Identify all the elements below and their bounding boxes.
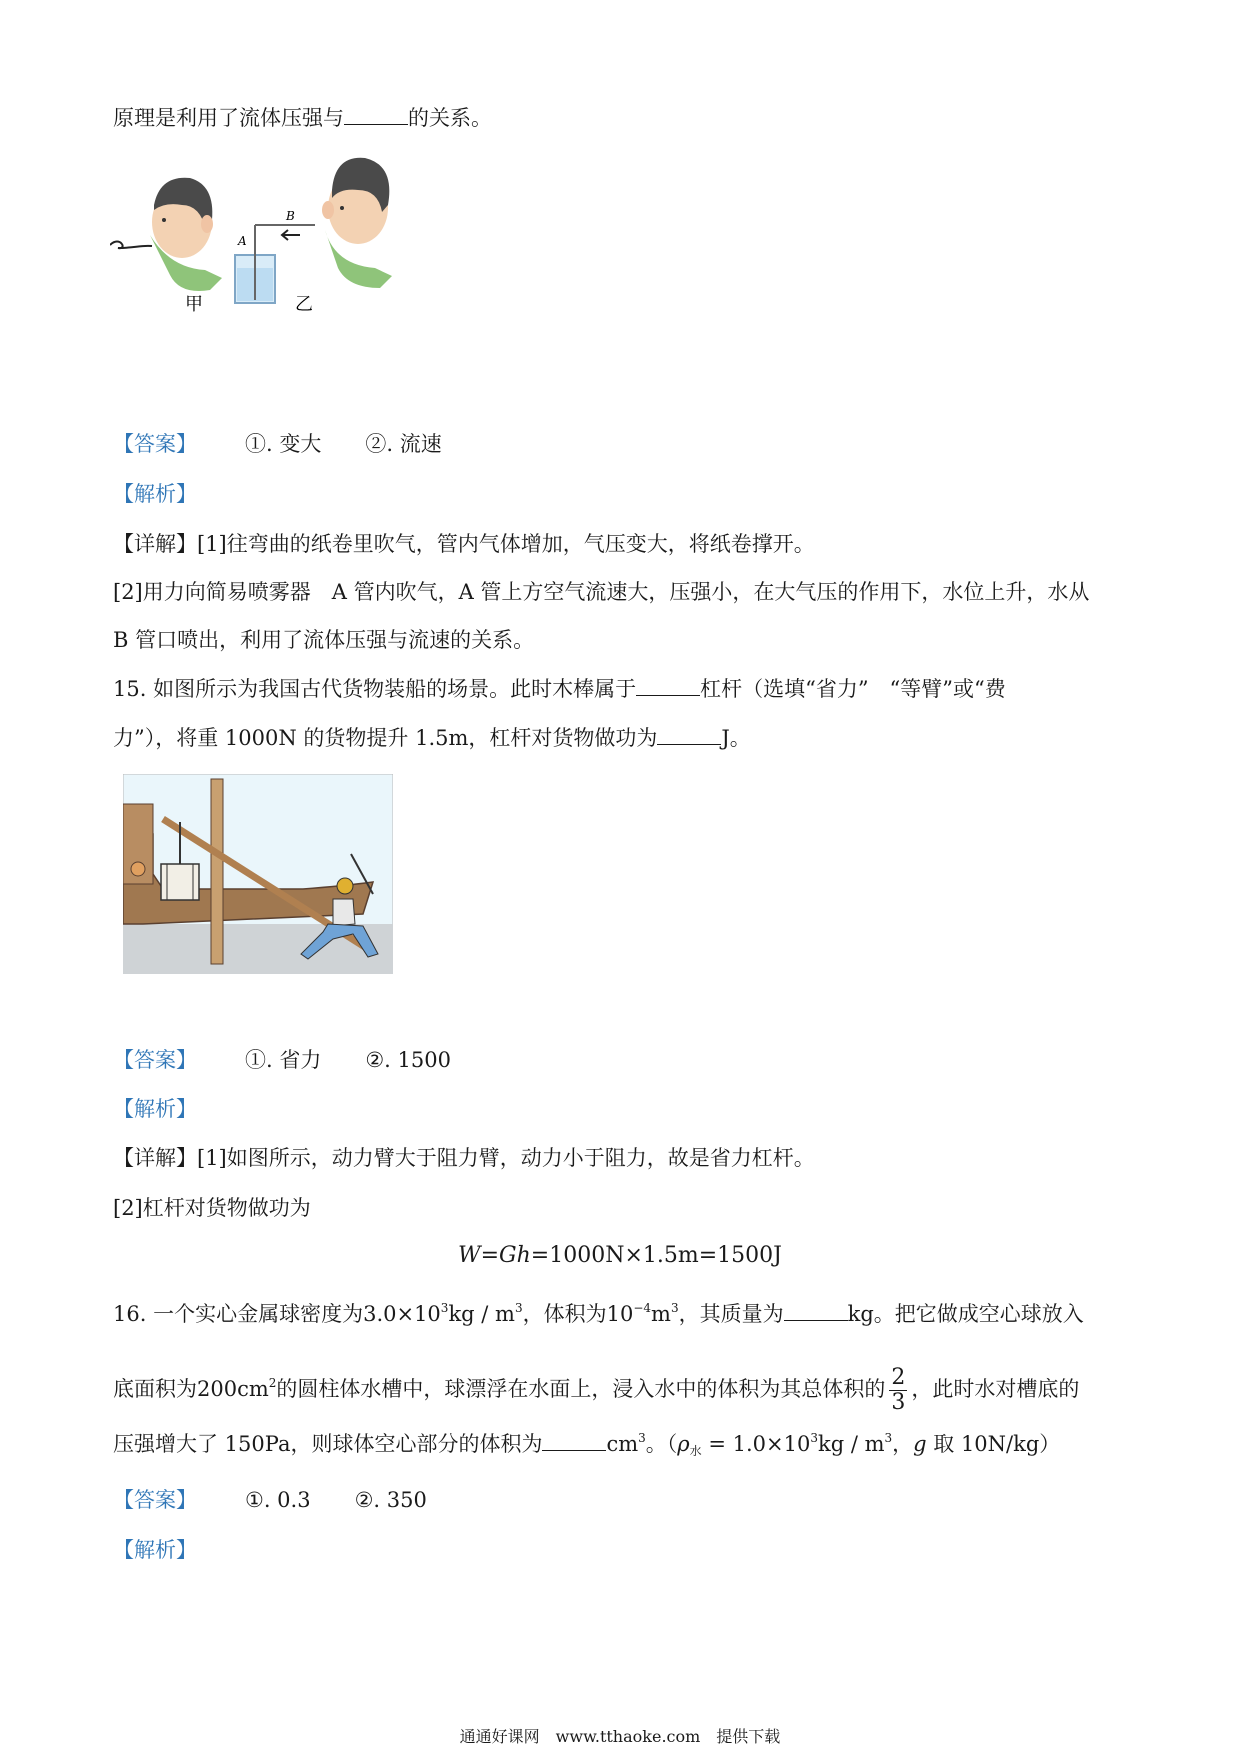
answer-tag: 【答案】 (113, 432, 197, 456)
q15-text: 15. 如图所示为我国古代货物装船的场景。此时木棒属于 (113, 677, 637, 701)
q16-text: ，其质量为 (678, 1302, 784, 1326)
boy-right-illustration (322, 158, 392, 288)
q16-math: 200cm (197, 1377, 269, 1401)
q16-sup: 2 (268, 1376, 277, 1390)
fraction-numerator: 2 (891, 1365, 906, 1390)
answer-blank (657, 726, 721, 745)
q16-line1 (113, 1300, 1123, 1328)
detail-14-line3: B 管口喷出，利用了流体压强与流速的关系。 (113, 628, 535, 652)
q14-text: 原理是利用了流体压强与 (113, 106, 344, 130)
q16-line3 (113, 1430, 1123, 1458)
figure-boys-blowing (110, 150, 450, 360)
detail-text: [1]如图所示，动力臂大于阻力臂，动力小于阻力，故是省力杠杆。 (197, 1146, 815, 1170)
q16-math: 3.0×10 (363, 1302, 441, 1326)
q15-text: J。 (721, 726, 751, 750)
q16-math: = 1.0×10 (701, 1432, 811, 1456)
beaker-illustration (235, 225, 315, 303)
answer-item: ①. 变大 (245, 432, 322, 456)
boy-left-illustration (110, 178, 222, 291)
detail-15-line2: [2]杠杆对货物做功为 (113, 1196, 311, 1220)
answer-item: ①. 0.3 (245, 1488, 311, 1512)
detail-text: [1]往弯曲的纸卷里吹气，管内气体增加，气压变大，将纸卷撑开。 (197, 532, 815, 556)
formula-w: W (457, 1243, 481, 1268)
answer-15 (113, 1046, 1123, 1074)
detail-14-line1 (113, 530, 1123, 558)
q16-sup: 3 (810, 1431, 818, 1445)
detail-tag: 【详解】 (113, 532, 197, 556)
q16-text: 。（ (645, 1432, 678, 1456)
fraction-denominator: 3 (891, 1390, 906, 1415)
formula-rest: =1000N×1.5m=1500J (530, 1243, 782, 1268)
q15-line2 (113, 724, 1123, 752)
answer-item: ①. 省力 (245, 1048, 322, 1072)
answer-blank (784, 1302, 848, 1321)
q16-math: m (651, 1302, 671, 1326)
q16-rho: ρ (677, 1432, 690, 1456)
q16-sup: 3 (514, 1301, 523, 1315)
formula-eq: = (480, 1243, 500, 1268)
footer-credit: 通通好课网 www.tthaoke.com 提供下载 (459, 1727, 781, 1746)
answer-16 (113, 1486, 1123, 1514)
answer-tag: 【答案】 (113, 1048, 197, 1072)
q16-math: cm (606, 1432, 639, 1456)
formula-gh: Gh (499, 1243, 531, 1268)
answer-item: ②. 350 (354, 1488, 427, 1512)
answer-item: ②. 流速 (365, 432, 442, 456)
q15-text: 杠杆（选填“省力” “等臂”或“费 (700, 677, 1006, 701)
caption-jia: 甲 (185, 294, 203, 315)
q16-sup: 3 (440, 1301, 449, 1315)
label-b: B (286, 209, 295, 223)
q16-math: kg / m (448, 1302, 515, 1326)
detail-tag: 【详解】 (113, 1146, 197, 1170)
answer-blank (344, 106, 408, 125)
q16-g: g (913, 1432, 927, 1456)
answer-blank (636, 677, 700, 696)
q16-math: 10 (606, 1302, 634, 1326)
jiexi-14: 【解析】 (113, 482, 197, 506)
q16-text: 取 10N/kg） (926, 1432, 1061, 1456)
q16-sub: 水 (689, 1444, 702, 1458)
q16-sup: −4 (633, 1301, 652, 1315)
q16-sup: 3 (638, 1431, 646, 1445)
q16-sup: 3 (670, 1301, 679, 1315)
answer-14 (113, 430, 1123, 458)
caption-yi: 乙 (295, 294, 313, 315)
q14-tail (113, 104, 1123, 132)
q16-text: 的圆柱体水槽中，球漂浮在水面上，浸入水中的体积为其总体积的 (276, 1377, 886, 1401)
detail-14-line2: [2]用力向简易喷雾器 A 管内吹气，A 管上方空气流速大，压强小，在大气压的作用下，水位上升，水从 (113, 580, 1090, 604)
q16-text: 底面积为 (113, 1377, 197, 1401)
q16-math: kg / m (817, 1432, 885, 1456)
q16-text: ， (892, 1432, 914, 1456)
answer-tag: 【答案】 (113, 1488, 197, 1512)
figure-cargo-lever (123, 774, 393, 974)
jiexi-16: 【解析】 (113, 1538, 197, 1562)
q16-text: 16. 一个实心金属球密度为 (113, 1302, 364, 1326)
q15-line1 (113, 675, 1123, 703)
fraction (889, 1366, 907, 1415)
q16-line2 (113, 1366, 1123, 1415)
label-a: A (238, 234, 247, 248)
q16-text: kg。把它做成空心球放入 (847, 1302, 1084, 1326)
q16-text: ，此时水对槽底的 (911, 1377, 1080, 1401)
formula-15 (0, 1243, 1240, 1268)
detail-15-line1 (113, 1144, 1123, 1172)
q16-sup: 3 (884, 1431, 893, 1445)
q16-text: 压强增大了 150Pa，则球体空心部分的体积为 (113, 1432, 543, 1456)
q14-text-end: 的关系。 (408, 106, 492, 130)
answer-blank (542, 1432, 606, 1451)
jiexi-15: 【解析】 (113, 1097, 197, 1121)
answer-item: ②. 1500 (365, 1048, 451, 1072)
q16-text: ，体积为 (522, 1302, 607, 1326)
q15-text: 力”），将重 1000N 的货物提升 1.5m，杠杆对货物做功为 (113, 726, 658, 750)
